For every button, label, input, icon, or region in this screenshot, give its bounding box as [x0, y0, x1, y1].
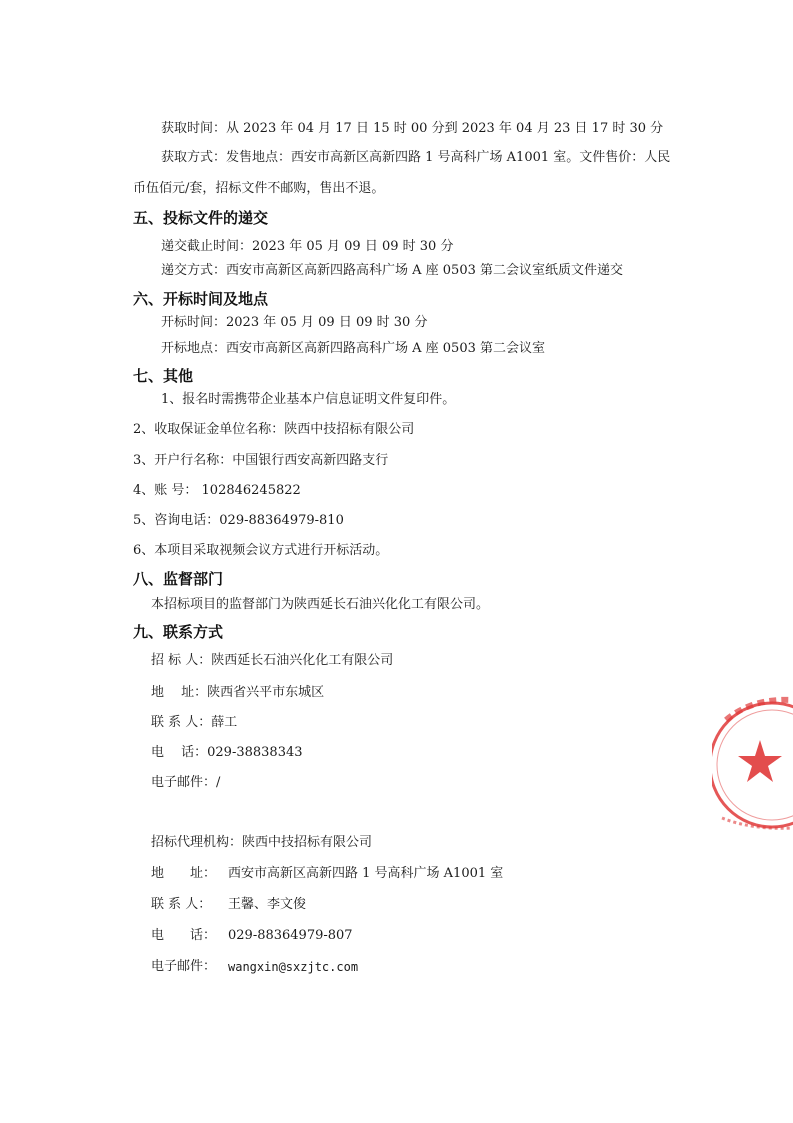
other-item: 6、本项目采取视频会议方式进行开标活动。 [133, 543, 389, 558]
supervision-text: 本招标项目的监督部门为陕西延长石油兴化化工有限公司。 [151, 597, 490, 612]
agency-address: 西安市高新区高新四路 1 号高科广场 A1001 室 [228, 866, 504, 881]
tenderer-name: 招 标 人：陕西延长石油兴化化工有限公司 [151, 653, 394, 668]
other-item: 1、报名时需携带企业基本户信息证明文件复印件。 [161, 392, 456, 407]
agency-phone: 029-88364979-807 [228, 928, 353, 943]
other-item: 3、开户行名称：中国银行西安高新四路支行 [133, 453, 389, 468]
opening-time: 开标时间：2023 年 05 月 09 日 09 时 30 分 [161, 315, 428, 330]
submission-deadline: 递交截止时间：2023 年 05 月 09 日 09 时 30 分 [161, 239, 454, 254]
agency-contact-label: 联 系 人： [151, 897, 212, 912]
section6-title: 六、开标时间及地点 [133, 290, 269, 308]
tenderer-phone: 电 话：029-38838343 [151, 745, 303, 760]
section7-title: 七、其他 [133, 367, 194, 385]
agency-address-label: 地 址： [151, 866, 217, 881]
agency-email: wangxin@sxzjtc.com [228, 960, 359, 974]
section9-title: 九、联系方式 [133, 623, 224, 641]
agency-name: 招标代理机构：陕西中技招标有限公司 [151, 835, 373, 850]
submission-method: 递交方式：西安市高新区高新四路高科广场 A 座 0503 第二会议室纸质文件递交 [161, 263, 624, 278]
agency-email-label: 电子邮件： [151, 959, 217, 974]
section8-title: 八、监督部门 [133, 570, 224, 588]
agency-phone-label: 电 话： [151, 928, 217, 943]
tenderer-address: 地 址：陕西省兴平市东城区 [151, 685, 325, 700]
agency-contact: 王馨、李文俊 [228, 897, 307, 912]
other-item: 2、收取保证金单位名称：陕西中技招标有限公司 [133, 422, 415, 437]
opening-place: 开标地点：西安市高新区高新四路高科广场 A 座 0503 第二会议室 [161, 341, 546, 356]
acquisition-time: 获取时间：从 2023 年 04 月 17 日 15 时 00 分到 2023 年 04 月 23 日 17 时 30 分 [161, 121, 664, 136]
other-item: 4、账 号： 102846245822 [133, 483, 301, 498]
acquisition-method-line2: 币伍佰元/套，招标文件不邮购，售出不退。 [133, 181, 385, 196]
other-item: 5、咨询电话：029-88364979-810 [133, 513, 344, 528]
section5-title: 五、投标文件的递交 [133, 209, 269, 227]
tenderer-contact: 联 系 人：薛工 [151, 715, 238, 730]
tenderer-email: 电子邮件：/ [151, 775, 221, 790]
acquisition-method-line1: 获取方式：发售地点：西安市高新区高新四路 1 号高科广场 A1001 室。文件售价：人民 [161, 150, 671, 165]
company-seal-stamp [712, 690, 793, 840]
